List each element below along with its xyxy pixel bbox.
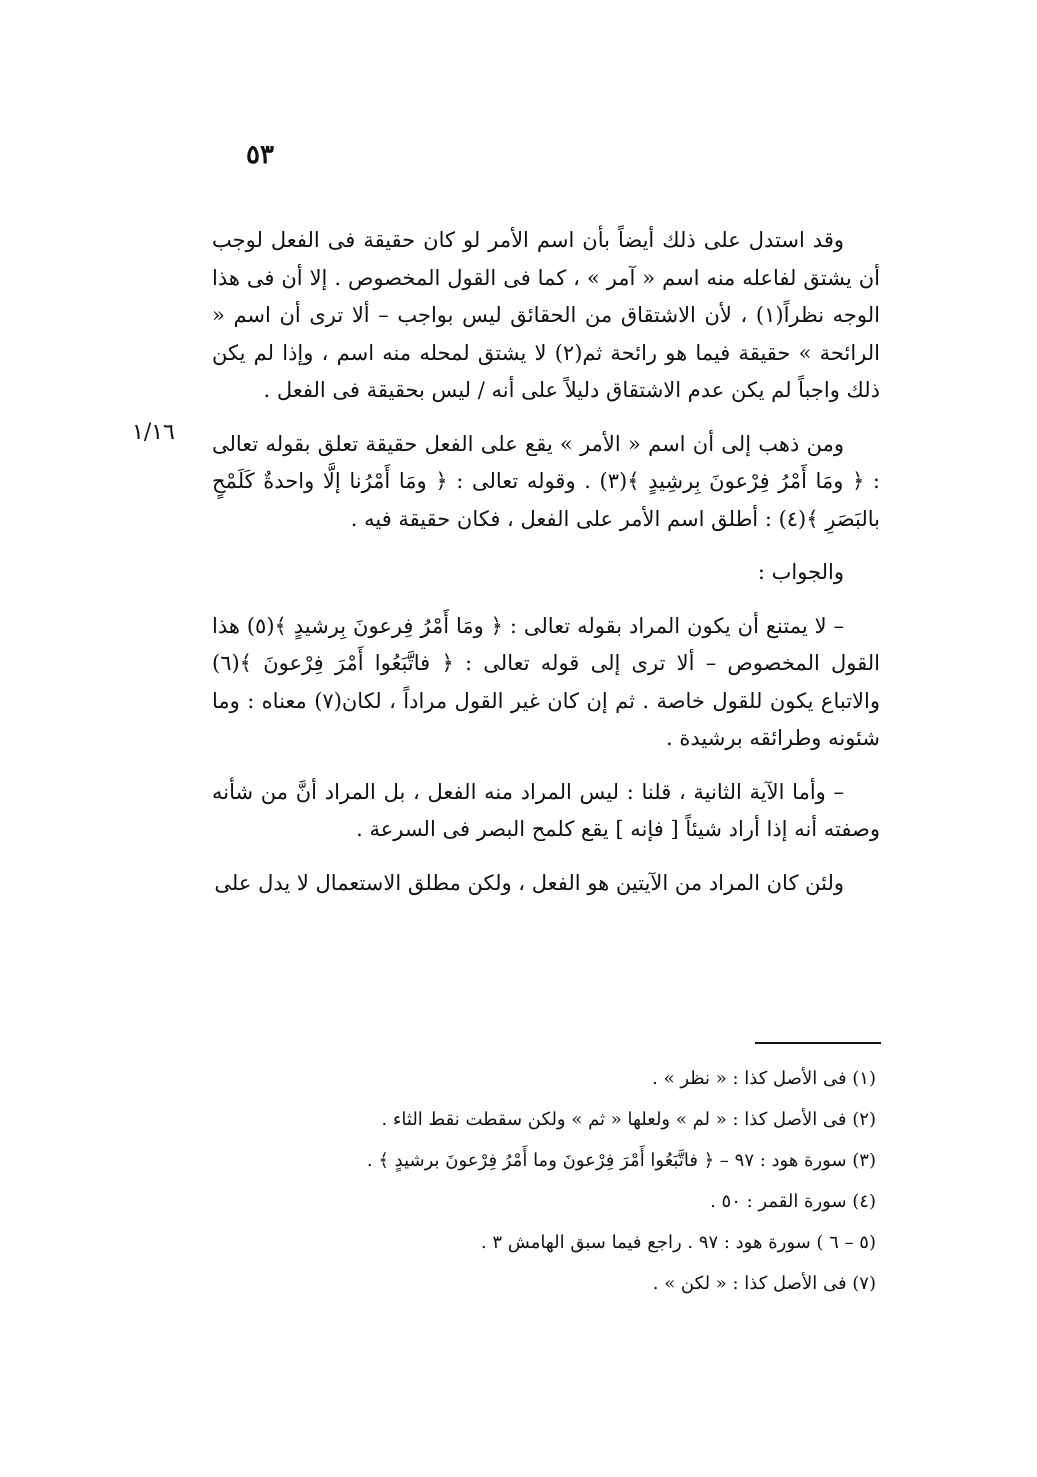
footnotes [212,1058,880,1304]
main-text [212,222,880,918]
page-number: ٥٣ [246,140,274,170]
paragraph-5: ولئن كان المراد من الآيتين هو الفعل ، ولكن مطلق الاستعمال لا يدل على [214,870,844,895]
footnote-3: (٣) سورة هود : ٩٧ – ﴿ فاتَّبَعُوا أَمْرَ فِرْعونَ وما أَمْرُ فِرْعونَ برشيدٍ ﴾ . [366,1150,876,1171]
footnote-7: (٧) فى الأصل كذا : « لكن » . [652,1273,876,1294]
paragraph-2: ومن ذهب إلى أن اسم « الأمر » يقع على الفعل حقيقة تعلق بقوله تعالى : ﴿ ومَا أَمْرُ فِرْعونَ بِرشِيدٍ ﴾(٣) . وقوله تعالى : ﴿ ومَا أَمْرُنا إلَّا واحدةٌ كَلَمْحٍ بالبَصَرِ ﴾(٤) : أطلق اسم الأمر على الفعل ، فكان حقيقة فيه . [212,431,880,531]
footnote-5-6: (٥ – ٦ ) سورة هود : ٩٧ . راجع فيما سبق الهامش ٣ . [480,1232,876,1253]
footnote-4: (٤) سورة القمر : ٥٠ . [710,1191,876,1212]
paragraph-4: – وأما الآية الثانية ، قلنا : ليس المراد منه الفعل ، بل المراد أنَّ من شأنه وصفته أنه إذا أراد شيئاً [ فإنه ] يقع كلمح البصر فى السرعة . [212,779,880,841]
paragraph-1: وقد استدل على ذلك أيضاً بأن اسم الأمر لو كان حقيقة فى الفعل لوجب أن يشتق لفاعله منه اسم « آمر » ، كما فى القول المخصوص . إلا أن فى هذا الوجه نظراً(١) ، لأن الاشتقاق من الحقائق ليس بواجب – ألا ترى أن اسم « الرائحة » حقيقة فيما هو رائحة ثم(٢) لا يشتق لمحله منه اسم ، وإذا لم يكن ذلك واجباً لم يكن عدم الاشتقاق دليلاً على أنه / ليس بحقيقة فى الفعل . [212,228,880,402]
paragraph-answer-heading: والجواب : [757,560,844,584]
margin-reference: ١/١٦ [132,420,175,445]
paragraph-3: – لا يمتنع أن يكون المراد بقوله تعالى : ﴿ ومَا أَمْرُ فِرعونَ بِرشيدٍ ﴾(٥) هذا القول المخصوص – ألا ترى إلى قوله تعالى : ﴿ فاتَّبَعُوا أَمْرَ فِرْعونَ ﴾(٦) والاتباع يكون للقول خاصة . ثم إن كان غير القول مراداً ، لكان(٧) معناه : وما شئونه وطرائقه برشيدة . [212,613,880,750]
footnote-1: (١) فى الأصل كذا : « نظر » . [652,1068,876,1089]
footnote-2: (٢) فى الأصل كذا : « لم » ولعلها « ثم » ولكن سقطت نقط الثاء . [381,1109,876,1130]
footnote-divider [755,1042,881,1044]
